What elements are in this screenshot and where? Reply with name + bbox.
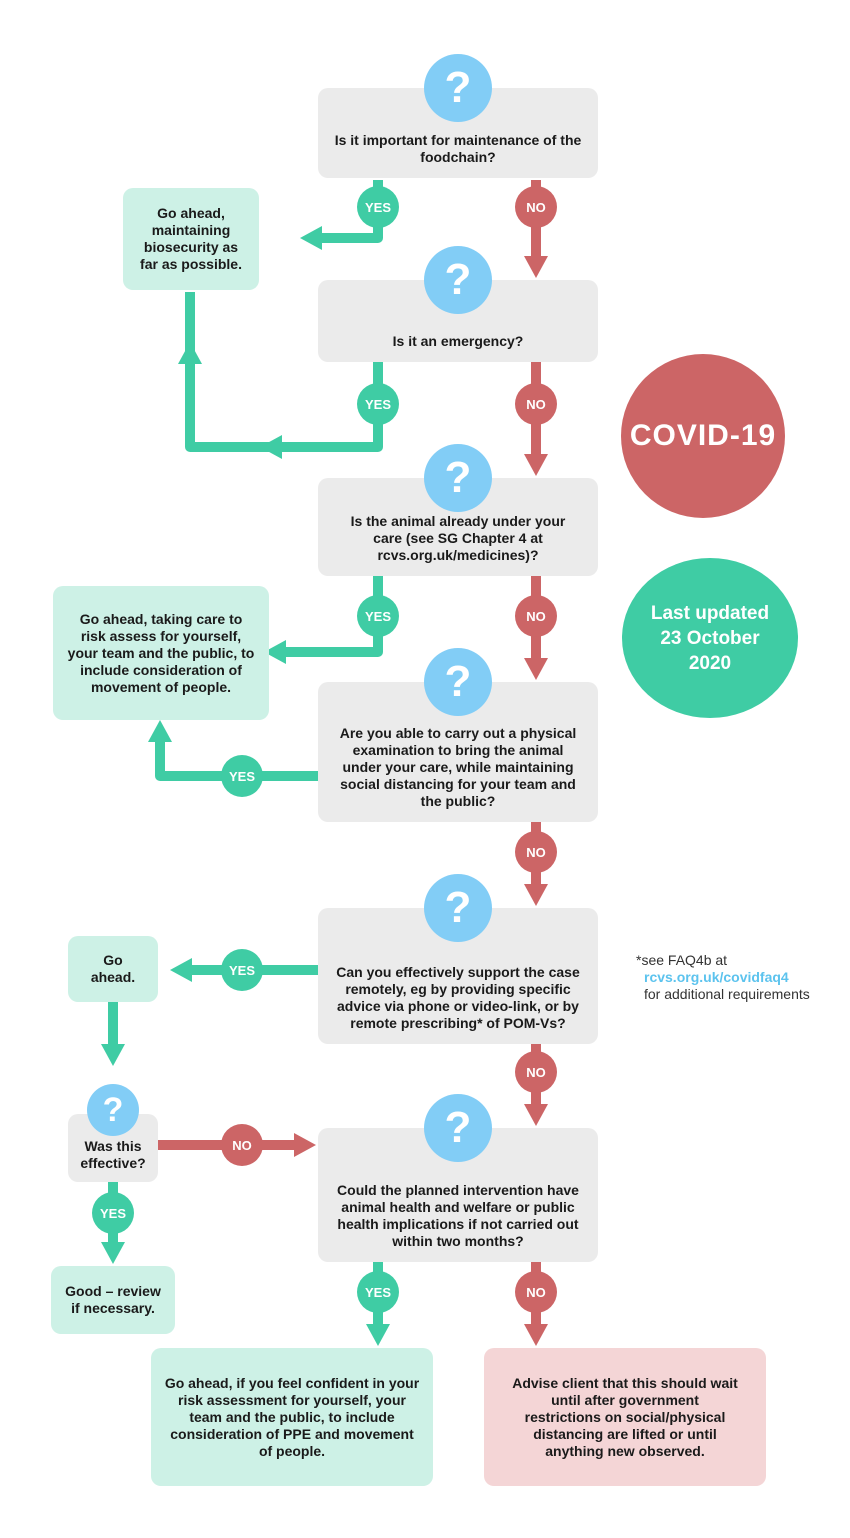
arrowhead [524,884,548,906]
arrowhead [524,1104,548,1126]
question-text: Was this effective? [80,1138,146,1171]
no-label: NO [515,186,557,228]
outcome-text: Go ahead, maintaining biosecurity as far as possible. [140,205,242,272]
yes-label: YES [221,949,263,991]
footnote-link[interactable]: rcvs.org.uk/covidfaq4 [644,969,789,985]
yes-path-emergency [190,360,378,447]
question-mark-icon: ? [87,1084,139,1136]
arrowhead [101,1242,125,1264]
outcome-wait [484,1348,766,1486]
question-text: Is it an emergency? [392,333,524,349]
arrowhead [300,226,322,250]
arrowhead [294,1133,316,1157]
question-mark-icon: ? [424,54,492,122]
outcome-text: Go ahead. [90,952,136,985]
yes-label: YES [221,755,263,797]
question-text: Could the planned intervention have animal health and welfare or public health implications if not carried out within two months? [337,1182,579,1249]
no-label: NO [221,1124,263,1166]
no-label: NO [515,383,557,425]
outcome-risk-assess [53,586,269,720]
outcome-text: Go ahead, taking care to risk assess for yourself, your team and the public, to include consideration of movement of people. [67,610,255,695]
arrowhead [170,958,192,982]
yes-label: YES [357,595,399,637]
footnote [636,952,824,1003]
question-text: Are you able to carry out a physical examination to bring the animal under your care, while maintaining social distancing for your team and the public? [339,725,577,809]
arrowhead [148,720,172,742]
outcome-text: Good – review if necessary. [65,1283,161,1316]
question-mark-icon: ? [424,444,492,512]
outcome-go-ahead [68,936,158,1002]
outcome-text: Advise client that this should wait until after government restrictions on social/physical distancing are lifted or until anything new observed. [512,1374,738,1459]
yes-label: YES [357,383,399,425]
yes-label: YES [92,1192,134,1234]
covid-badge-text: COVID-19 [629,419,777,452]
outcome-confident [151,1348,433,1486]
question-mark-icon: ? [424,246,492,314]
outcome-text: Go ahead, if you feel confident in your risk assessment for yourself, your team and the public, to include consideration of PPE and movement of people. [164,1374,420,1459]
outcome-biosecurity [123,188,259,290]
no-label: NO [515,1051,557,1093]
question-text: Can you effectively support the case remotely, eg by providing specific advice via phone or video-link, or by remote prescribing* of POM-Vs? [336,964,580,1031]
question-mark-icon: ? [424,1094,492,1162]
arrowhead [524,256,548,278]
question-text: Is it important for maintenance of the foodchain? [334,132,582,165]
yes-label: YES [357,1271,399,1313]
arrowhead [524,1324,548,1346]
arrowhead [524,454,548,476]
arrowhead [366,1324,390,1346]
arrowhead [524,658,548,680]
last-updated-badge [622,558,798,718]
covid-badge [621,354,785,518]
question-mark-icon: ? [424,874,492,942]
arrowhead [178,342,202,364]
outcome-review [51,1266,175,1334]
no-label: NO [515,831,557,873]
arrowhead [101,1044,125,1066]
last-updated-text: Last updated 23 October 2020 [650,602,770,674]
footnote-prefix: *see FAQ4b at [636,952,728,968]
no-label: NO [515,595,557,637]
arrowhead [260,435,282,459]
question-mark-icon: ? [424,648,492,716]
no-label: NO [515,1271,557,1313]
footnote-suffix: for additional requirements [644,986,810,1002]
yes-label: YES [357,186,399,228]
question-text: Is the animal already under your care (see SG Chapter 4 at rcvs.org.uk/medicines)? [350,513,566,563]
